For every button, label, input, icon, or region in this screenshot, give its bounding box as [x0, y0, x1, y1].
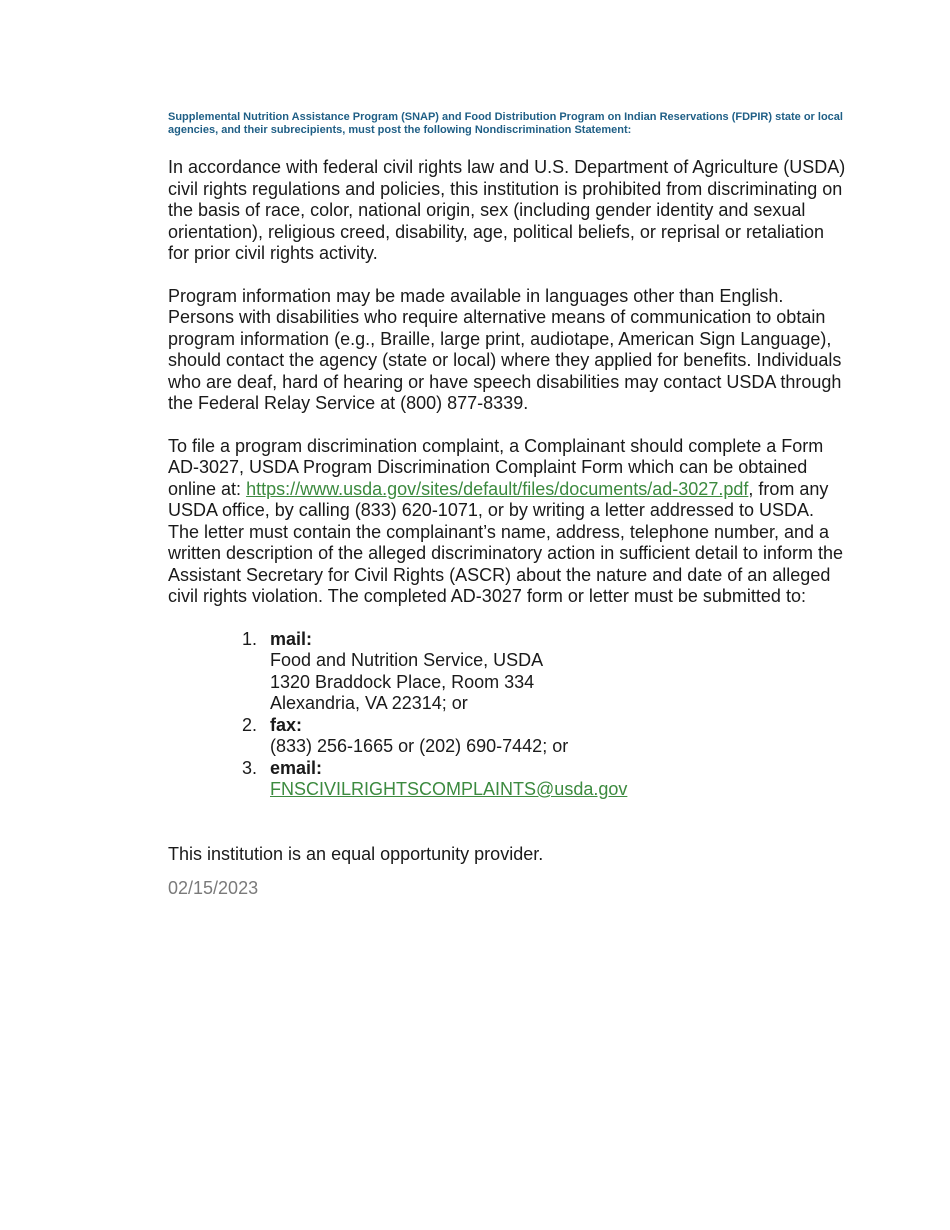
mail-address-line: 1320 Braddock Place, Room 334: [270, 671, 535, 692]
complaint-text-intro: To file a program discrimination complaint, a Complainant should complete a Form AD-3027, USDA Program Discrimination Complaint Form which can be obtained online at:: [168, 435, 824, 499]
fax-numbers: (833) 256-1665 or (202) 690-7442; or: [270, 736, 569, 756]
submission-methods-list: [168, 629, 848, 801]
posting-requirement-note: Supplemental Nutrition Assistance Program (SNAP) and Food Distribution Program on Indian Reservations (FDPIR) state or local agencies, and their subrecipients, must post the following Nondiscrimination Statement:: [168, 111, 843, 136]
list-item-fax: [168, 715, 848, 758]
list-number: 1.: [242, 628, 258, 649]
list-item-mail: [168, 629, 848, 715]
ad-3027-form-link[interactable]: https://www.usda.gov/sites/default/files/documents/ad-3027.pdf: [246, 478, 749, 499]
fax-label: fax:: [270, 714, 303, 735]
mail-address-line: Alexandria, VA 22314; or: [270, 693, 468, 713]
nondiscrimination-statement: [168, 111, 848, 900]
complaint-text-rest: , from any USDA office, by calling (833) 620-1071, or by writing a letter addressed to USDA. The letter must contain the complainant’s name, address, telephone number, and a written description of the alleged discriminatory action in sufficient detail to inform the Assistant Secretary for Civil Rights (ASCR) about the nature and date of an alleged civil rights violation. The completed AD-3027 form or letter must be submitted to:: [168, 478, 844, 606]
complaints-email-link[interactable]: FNSCIVILRIGHTSCOMPLAINTS@usda.gov: [270, 779, 628, 799]
civil-rights-paragraph: In accordance with federal civil rights law and U.S. Department of Agriculture (USDA) civil rights regulations and policies, this institution is prohibited from discriminating on the basis of race, color, national origin, sex (including gender identity and sexual orientation), religious creed, disability, age, political beliefs, or reprisal or retaliation for prior civil rights activity.: [168, 157, 846, 263]
list-item-email: [168, 758, 848, 801]
list-number: 2.: [242, 714, 258, 735]
list-number: 3.: [242, 757, 258, 778]
revision-date: 02/15/2023: [168, 878, 259, 898]
accessibility-paragraph: Program information may be made available in languages other than English. Persons with disabilities who require alternative means of communication to obtain program information (e.g., Braille, large print, audiotape, American Sign Language), should contact the agency (state or local) where they applied for benefits. Individuals who are deaf, hard of hearing or have speech disabilities may contact USDA through the Federal Relay Service at (800) 877-8339.: [168, 285, 842, 413]
email-label: email:: [270, 757, 323, 778]
mail-address-line: Food and Nutrition Service, USDA: [270, 650, 544, 670]
complaint-paragraph: [168, 436, 848, 608]
equal-opportunity-statement: This institution is an equal opportunity provider.: [168, 843, 544, 864]
mail-label: mail:: [270, 628, 313, 649]
